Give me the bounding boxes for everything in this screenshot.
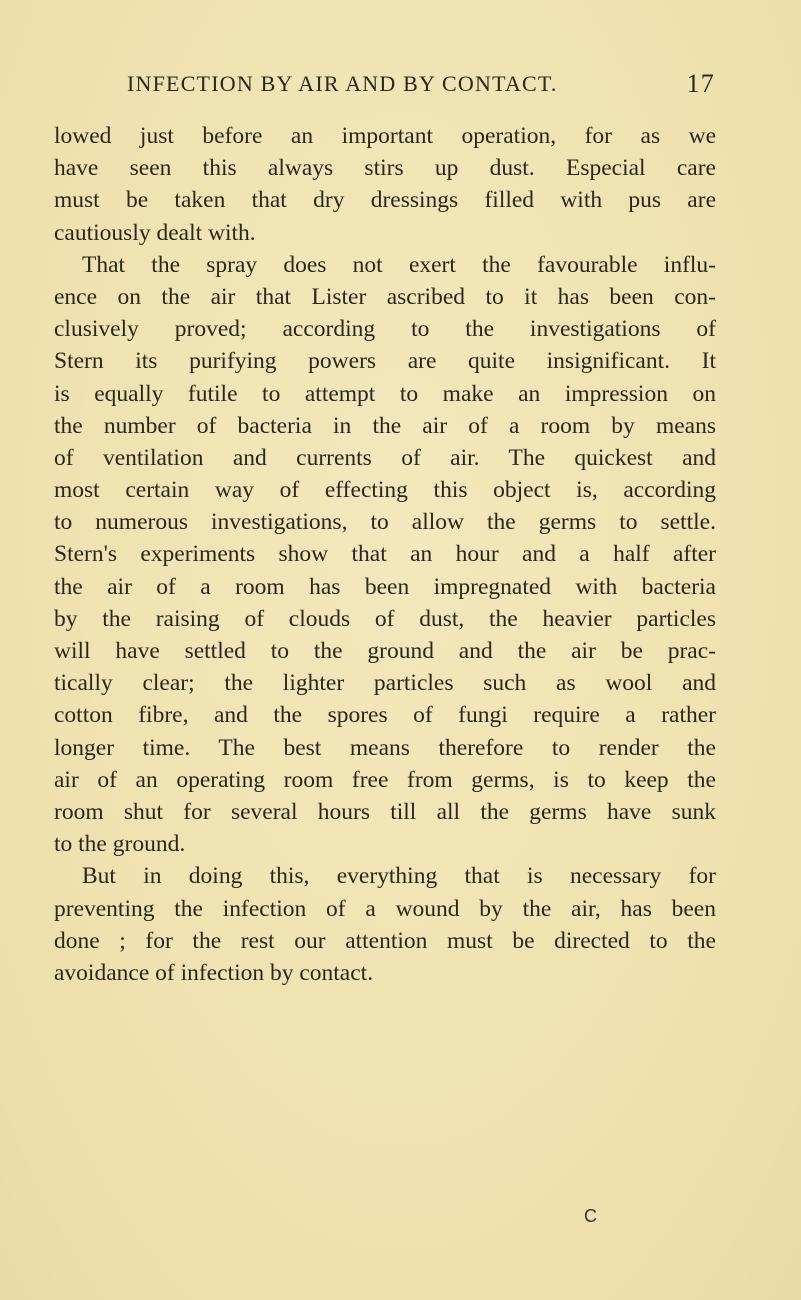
body-text	[54, 120, 716, 989]
text-line: the air of a room has been impregnated with bacteria	[54, 573, 716, 600]
text-line: Stern's experiments show that an hour and a half after	[54, 541, 716, 568]
text-line: ence on the air that Lister ascribed to it has been con-	[54, 283, 716, 310]
text-line: must be taken that dry dressings filled with pus are	[54, 187, 716, 214]
text-line: Stern its purifying powers are quite insignificant. It	[54, 348, 716, 375]
text-line: cotton fibre, and the spores of fungi require a rather	[54, 702, 716, 729]
text-line: will have settled to the ground and the air be prac-	[54, 638, 716, 664]
text-line: to the ground.	[54, 831, 186, 858]
text-line: to numerous investigations, to allow the germs to settle.	[54, 509, 716, 536]
running-head	[127, 66, 715, 102]
text-line: But in doing this, everything that is necessary for	[82, 863, 716, 890]
text-line: tically clear; the lighter particles such as wool and	[54, 670, 716, 697]
text-line: the number of bacteria in the air of a room by means	[54, 412, 716, 439]
text-line: done ; for the rest our attention must be directed to the	[54, 927, 716, 954]
text-line: cautiously dealt with.	[54, 219, 256, 246]
page-number: 17	[686, 69, 715, 98]
text-line: by the raising of clouds of dust, the heavier particles	[54, 605, 716, 632]
text-line: preventing the infection of a wound by the air, has been	[54, 895, 716, 922]
text-line: That the spray does not exert the favourable influ-	[82, 251, 716, 278]
text-line: avoidance of infection by contact.	[54, 959, 374, 986]
text-line: have seen this always stirs up dust. Especial care	[54, 155, 716, 182]
text-line: air of an operating room free from germs, is to keep the	[54, 766, 716, 793]
text-line: of ventilation and currents of air. The quickest and	[54, 444, 716, 471]
text-line: lowed just before an important operation, for as we	[54, 123, 716, 149]
text-line: is equally futile to attempt to make an impression on	[54, 380, 716, 407]
text-line: longer time. The best means therefore to render the	[54, 734, 716, 761]
text-line: clusively proved; according to the investigations of	[54, 316, 716, 343]
text-line: room shut for several hours till all the germs have sunk	[54, 798, 716, 825]
running-title: INFECTION BY AIR AND BY CONTACT.	[127, 71, 558, 96]
signature-mark: C	[584, 1206, 597, 1226]
text-line: most certain way of effecting this object is, according	[54, 477, 716, 504]
